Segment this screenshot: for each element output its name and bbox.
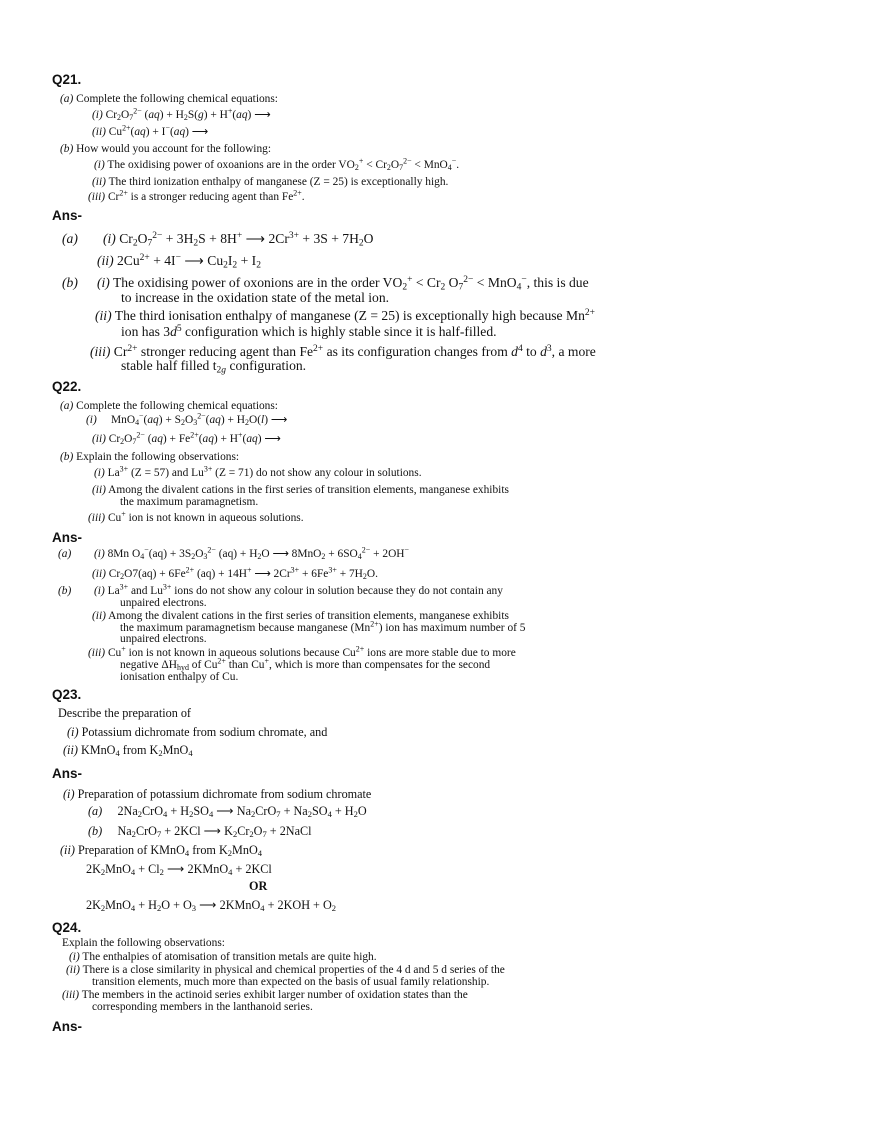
q24-item-ii-cont: transition elements, much more than expected on the basis of usual family relationship. xyxy=(92,976,490,988)
q21-part-b-label: (b) xyxy=(60,143,74,155)
q23-item-ii: (ii) KMnO$_4$ from $K_2MnO_4$ xyxy=(63,743,193,759)
q24-item-iii: (iii) The members in the actinoid series exhibit larger number of oxidation states than the xyxy=(62,989,468,1001)
q22-part-a-label: (a) xyxy=(60,400,74,412)
q21-ans-b-ii-cont: ion has $3d^5$ configuration which is highly stable since it is half-filled. xyxy=(121,323,497,339)
question-heading-q24: Q24. xyxy=(52,920,82,935)
q22-b-ii: (ii) Among the divalent cations in the first series of transition elements, manganese exhibits xyxy=(92,484,509,496)
q21-part-a xyxy=(60,94,278,105)
q23-or-text: OR xyxy=(249,879,268,893)
q21-b-i: (i) The oxidising power of oxoanions are in the order $VO_2^+ < Cr_2O_7^{2-} < MnO_4^-$. xyxy=(94,156,460,172)
q21-ans-b-ii: (ii) The third ionisation enthalpy of manganese (Z = 25) is exceptionally high because $Mn^{2+}$ xyxy=(95,307,595,323)
q23-item-i: (i) Potassium dichromate from sodium chromate, and xyxy=(67,725,328,739)
q23-ans-ii-eq1: $2K_2MnO_4 + Cl_2$ ⟶ 2KMnO$_4$ + 2KCl xyxy=(86,862,272,878)
q22-ans-b-ii-cont2: unpaired electrons. xyxy=(120,633,207,645)
q24-question: Explain the following observations: xyxy=(62,937,225,949)
q22-ans-b-ii: (ii) Among the divalent cations in the first series of transition elements, manganese exhibits xyxy=(92,610,509,622)
q21-equation-ii: (ii) $Cu^{2+}(aq) + I^-(aq)$ ⟶ xyxy=(92,123,209,138)
answer-heading-q21: Ans- xyxy=(52,208,82,223)
q23-ans-i-a: (a) $2Na_2CrO_4 + H_2SO_4$ ⟶ $Na_2CrO_7 + Na_2SO_4 + H_2O$ xyxy=(88,804,367,820)
q22-ans-a-label: (a) xyxy=(58,548,72,560)
q21-part-b xyxy=(60,144,271,155)
q21-equation-i: (i) $Cr_2O_7^{2-}$ $(aq) + H_2S(g) + H^+(aq)$ ⟶ xyxy=(92,106,271,122)
q21-part-a-text: Complete the following chemical equations: xyxy=(76,93,278,105)
q22-ans-a-i: (i) 8Mn $O_4^-(aq) + 3S_2O_3^{2-}$ $(aq) + H_2O$ ⟶ $8MnO_2 + 6SO_4^{2-} + 2OH^-$ xyxy=(94,545,410,561)
q22-part-b xyxy=(60,452,239,463)
q22-equation-ii: (ii) $Cr_2O_7^{2-}$ $(aq) + Fe^{2+}(aq) + H^+(aq)$ ⟶ xyxy=(92,430,281,446)
answer-heading-q24: Ans- xyxy=(52,1019,82,1034)
q21-ans-b-i-cont: to increase in the oxidation state of the metal ion. xyxy=(121,290,390,305)
q21-part-b-text: How would you account for the following: xyxy=(76,143,272,155)
q22-ans-b-iii-cont: negative $\Delta H_{hyd}$ of $Cu^{2+}$ than Cu+, which is more than compensates for the second xyxy=(120,656,491,672)
answer-heading-q23: Ans- xyxy=(52,766,82,781)
q21-ans-b-i: (i) The oxidising power of oxonions are in the order $VO_2^+ < Cr_2$ $O_7^{2-} < MnO_4^-$, this is due xyxy=(97,274,589,293)
q22-part-a-text: Complete the following chemical equations: xyxy=(76,400,278,412)
q24-item-iii-cont: corresponding members in the lanthanoid series. xyxy=(92,1001,313,1013)
q21-part-a-label: (a) xyxy=(60,93,74,105)
q21-b-ii: (ii) The third ionization enthalpy of manganese (Z = 25) is exceptionally high. xyxy=(92,176,449,188)
q23-question: Describe the preparation of xyxy=(58,706,191,720)
q22-ans-b-i-cont: unpaired electrons. xyxy=(120,597,207,609)
question-heading-q21: Q21. xyxy=(52,72,82,87)
answer-heading-q22: Ans- xyxy=(52,530,82,545)
q23-ans-ii: (ii) Preparation of KMnO$_4$ from $K_2MnO_4$ xyxy=(60,843,263,859)
q21-ans-b-iii: (iii) $Cr^{2+}$ stronger reducing agent than $Fe^{2+}$ as its configuration changes from $d^4$ to $d^3$, a more xyxy=(90,343,596,359)
q22-part-a xyxy=(60,401,278,412)
q23-ans-i: (i) Preparation of potassium dichromate from sodium chromate xyxy=(63,787,372,801)
q21-b-iii: (iii) $Cr^{2+}$ is a stronger reducing agent than $Fe^{2+}$. xyxy=(88,188,305,203)
q22-part-b-text: Explain the following observations: xyxy=(76,451,240,463)
q21-ans-a-ii: (ii) $2Cu^{2+} + 4I^-$ ⟶ $Cu_2I_2 + I_2$ xyxy=(97,252,261,271)
question-heading-q22: Q22. xyxy=(52,379,82,394)
q24-item-ii: (ii) There is a close similarity in physical and chemical properties of the 4 d and 5 d series of the xyxy=(66,964,505,976)
q22-ans-b-label: (b) xyxy=(58,585,72,597)
q22-equation-i: (i) $MnO_4^-(aq) + S_2O_3^{2-}(aq) + H_2O(l)$ ⟶ xyxy=(86,411,288,427)
q22-part-b-label: (b) xyxy=(60,451,74,463)
q22-ans-b-ii-cont: the maximum paramagnetism because manganese $(Mn^{2+})$ ion has maximum number of 5 xyxy=(120,619,526,634)
q21-ans-b-label: (b) xyxy=(62,275,78,290)
q22-b-ii-cont: the maximum paramagnetism. xyxy=(120,496,259,508)
q22-ans-a-ii: (ii) $Cr_2O7(aq) + 6Fe^{2+}$ (aq) + 14H+ ⟶ $2Cr^{3+} + 6Fe^{3+} + 7H_2O$. xyxy=(92,565,378,581)
q22-ans-b-iii: (iii) Cu+ ion is not known in aqueous solutions because $Cu^{2+}$ ions are more stable due to more xyxy=(88,644,516,659)
q22-b-i: (i) $La^{3+}$ (Z = 57) and $Lu^{3+}$ (Z = 71) do not show any colour in solutions. xyxy=(94,464,422,479)
q21-ans-a-label: (a) xyxy=(62,231,78,246)
q24-item-i: (i) The enthalpies of atomisation of transition metals are quite high. xyxy=(69,951,377,963)
q22-b-iii: (iii) Cu+ ion is not known in aqueous solutions. xyxy=(88,509,304,524)
q21-ans-a-i: (i) $Cr_2O_7^{2-} + 3H_2S + 8H^+$ ⟶ $2Cr^{3+} + 3S + 7H_2O$ xyxy=(103,230,374,249)
q22-ans-b-i: (i) $La^{3+}$ and $Lu^{3+}$ ions do not show any colour in solution because they do not contain any xyxy=(94,582,503,597)
q22-ans-b-iii-cont2: ionisation enthalpy of Cu. xyxy=(120,671,239,683)
question-heading-q23: Q23. xyxy=(52,687,82,702)
q23-ans-i-b: (b) $Na_2CrO_7 + 2KCl$ ⟶ $K_2Cr_2O_7$ + 2NaCl xyxy=(88,824,312,840)
q23-ans-ii-eq2: $2K_2MnO_4 + H_2O + O_3$ ⟶ 2KMnO$_4$ + $2KOH + O_2$ xyxy=(86,898,337,914)
q21-ans-b-iii-cont: stable half filled $t_{2g}$ configuration. xyxy=(121,358,307,376)
